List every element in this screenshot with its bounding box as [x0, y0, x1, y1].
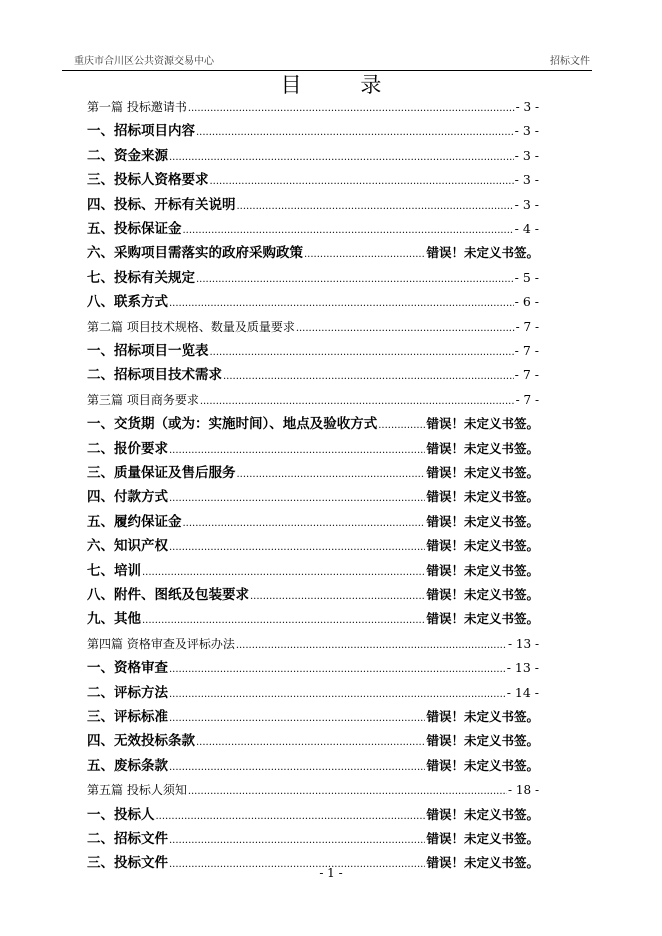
toc-entry-page: 错误！未定义书签。: [426, 245, 539, 261]
toc-entry[interactable]: [87, 706, 539, 726]
toc-leader-dots: [169, 712, 425, 726]
header-org: 重庆市合川区公共资源交易中心: [74, 56, 214, 67]
toc-entry-label: 五、履约保证金: [87, 513, 182, 530]
toc-entry[interactable]: [87, 316, 539, 336]
toc-leader-dots: [196, 273, 514, 287]
toc-entry[interactable]: [87, 804, 539, 824]
toc-leader-dots: [200, 395, 515, 409]
toc-entry-label: 四、投标、开标有关说明: [87, 196, 236, 213]
toc-entry-page: 错误！未定义书签。: [426, 709, 539, 724]
toc-leader-dots: [236, 639, 507, 653]
toc-leader-dots: [169, 541, 425, 555]
toc-entry-page: 错误！未定义书签。: [426, 757, 539, 773]
toc-entry[interactable]: [87, 511, 539, 531]
toc-entry-label: 第五篇 投标人须知: [87, 783, 187, 798]
toc-entry-page: 错误！未定义书签。: [426, 806, 539, 822]
toc-leader-dots: [250, 590, 425, 604]
toc-entry-page: 错误！未定义书签。: [426, 465, 539, 480]
toc-entry[interactable]: [87, 828, 539, 848]
page-number: - 1 -: [319, 866, 343, 880]
toc-leader-dots: [196, 126, 514, 140]
toc-entry-label: 七、投标有关规定: [87, 269, 195, 286]
toc-entry-page: - 7 -: [514, 343, 539, 358]
toc-entry-page: - 3 -: [514, 172, 539, 188]
toc-leader-dots: [237, 200, 514, 214]
toc-leader-dots: [183, 224, 514, 238]
toc-entry[interactable]: [87, 169, 539, 189]
toc-entry[interactable]: [87, 633, 539, 653]
toc-entry[interactable]: [87, 608, 539, 628]
toc-entry[interactable]: [87, 364, 539, 384]
toc-entry-label: 二、报价要求: [87, 440, 168, 457]
toc-entry-page: - 7 -: [515, 392, 539, 407]
toc-entry-label: 一、资格审查: [87, 660, 168, 677]
toc-entry-label: 八、联系方式: [87, 294, 168, 311]
toc-entry[interactable]: [87, 96, 539, 116]
toc-entry[interactable]: [87, 560, 539, 580]
toc-entry-page: 错误！未定义书签。: [426, 513, 539, 529]
toc-leader-dots: [210, 346, 514, 360]
toc-entry[interactable]: [87, 242, 539, 262]
toc-entry-label: 第一篇 投标邀请书: [87, 100, 187, 114]
toc-entry[interactable]: [87, 267, 539, 287]
toc-leader-dots: [142, 614, 425, 628]
toc-entry-page: - 14 -: [506, 684, 539, 700]
toc-entry-label: 九、其他: [87, 611, 141, 628]
toc-leader-dots: [169, 151, 514, 165]
toc-entry-label: 第四篇 资格审查及评标办法: [87, 636, 235, 651]
toc-leader-dots: [223, 370, 514, 384]
toc-entry-label: 五、投标保证金: [87, 221, 182, 237]
page-header: [62, 56, 592, 71]
toc-entry-label: 三、投标人资格要求: [87, 172, 209, 189]
toc-leader-dots: [169, 444, 425, 458]
toc-entry[interactable]: [87, 682, 539, 702]
toc-entry-label: 第二篇 项目技术规格、数量及质量要求: [87, 319, 295, 334]
toc-entry-page: 错误！未定义书签。: [426, 611, 539, 627]
toc-entry-label: 一、交货期（或为：实施时间）、地点及验收方式: [87, 416, 378, 433]
toc-leader-dots: [188, 785, 507, 799]
toc-entry[interactable]: [87, 340, 539, 360]
toc-entry-page: 错误！未定义书签。: [426, 855, 539, 871]
toc-entry-label: 四、付款方式: [87, 489, 168, 506]
toc-entry-label: 二、招标项目技术需求: [87, 367, 222, 384]
toc-entry-page: 错误！未定义书签。: [426, 733, 539, 749]
toc-entry-page: 错误！未定义书签。: [426, 587, 539, 602]
toc-entry-page: 错误！未定义书签。: [426, 416, 539, 432]
toc-entry[interactable]: [87, 291, 539, 311]
toc-entry-label: 三、评标标准: [87, 709, 168, 725]
toc-leader-dots: [169, 834, 425, 848]
toc-leader-dots: [156, 810, 426, 824]
toc-entry-label: 三、质量保证及售后服务: [87, 465, 236, 481]
toc-entry[interactable]: [87, 389, 539, 409]
toc-entry[interactable]: [87, 584, 539, 604]
toc-entry[interactable]: [87, 657, 539, 677]
toc-leader-dots: [378, 419, 425, 433]
toc-entry-page: - 7 -: [514, 367, 539, 383]
toc-entry-page: 错误！未定义书签。: [426, 831, 539, 846]
toc-entry[interactable]: [87, 779, 539, 799]
toc-entry[interactable]: [87, 486, 539, 506]
toc-entry-page: 错误！未定义书签。: [426, 440, 539, 456]
toc-entry-page: - 6 -: [514, 294, 539, 310]
toc-entry-page: - 3 -: [514, 123, 539, 139]
toc-entry-page: 错误！未定义书签。: [426, 489, 539, 505]
toc-leader-dots: [169, 663, 506, 677]
toc-entry[interactable]: [87, 730, 539, 750]
toc-entry-page: - 3 -: [515, 100, 539, 114]
toc-leader-dots: [169, 492, 425, 506]
toc-entry-page: 错误！未定义书签。: [426, 538, 539, 554]
toc-entry-page: 错误！未定义书签。: [426, 562, 539, 578]
toc-entry-label: 一、招标项目一览表: [87, 343, 209, 359]
toc-entry-page: - 13 -: [507, 636, 539, 651]
toc-entry[interactable]: [87, 194, 539, 214]
toc-entry[interactable]: [87, 755, 539, 775]
toc-entry-page: - 13 -: [506, 660, 539, 676]
toc-entry-label: 五、废标条款: [87, 757, 168, 774]
toc-entry[interactable]: [87, 218, 539, 238]
toc-entry-page: - 18 -: [507, 783, 539, 798]
toc-leader-dots: [296, 322, 515, 336]
toc-entry-label: 四、无效投标条款: [87, 733, 195, 750]
toc-leader-dots: [169, 688, 506, 702]
toc-leader-dots: [183, 517, 426, 531]
toc-entry-label: 一、招标项目内容: [87, 123, 195, 140]
toc-entry-page: - 3 -: [514, 147, 539, 163]
toc-entry[interactable]: [87, 535, 539, 555]
toc-entry-page: - 4 -: [514, 221, 539, 236]
toc-entry-page: - 7 -: [515, 319, 539, 334]
toc-entry-label: 七、培训: [87, 562, 141, 579]
toc-leader-dots: [188, 102, 515, 116]
toc-title: 目 录: [280, 73, 408, 97]
toc-entry-label: 六、知识产权: [87, 538, 168, 555]
toc-entry-label: 二、招标文件: [87, 831, 168, 847]
toc-entry[interactable]: [87, 120, 539, 140]
toc-entry[interactable]: [87, 145, 539, 165]
toc-entry-label: 二、资金来源: [87, 147, 168, 164]
toc-entry-label: 六、采购项目需落实的政府采购政策: [87, 245, 303, 262]
toc-entry-label: 三、投标文件: [87, 855, 168, 872]
toc-leader-dots: [196, 736, 425, 750]
toc-entry[interactable]: [87, 438, 539, 458]
toc-entry-page: - 5 -: [514, 269, 539, 285]
toc-leader-dots: [304, 248, 425, 262]
toc-entry-label: 八、附件、图纸及包装要求: [87, 587, 249, 603]
toc-leader-dots: [169, 761, 425, 775]
toc-entry-label: 二、评标方法: [87, 684, 168, 701]
toc-leader-dots: [142, 566, 425, 580]
toc-entry[interactable]: [87, 462, 539, 482]
toc-entry-page: - 3 -: [514, 196, 539, 212]
toc-leader-dots: [169, 297, 514, 311]
header-doc-type: 招标文件: [550, 56, 590, 67]
toc-leader-dots: [210, 175, 514, 189]
toc-entry-label: 一、投标人: [87, 806, 155, 823]
toc-leader-dots: [237, 468, 426, 482]
toc-entry-label: 第三篇 项目商务要求: [87, 392, 199, 407]
toc-entry[interactable]: [87, 413, 539, 433]
